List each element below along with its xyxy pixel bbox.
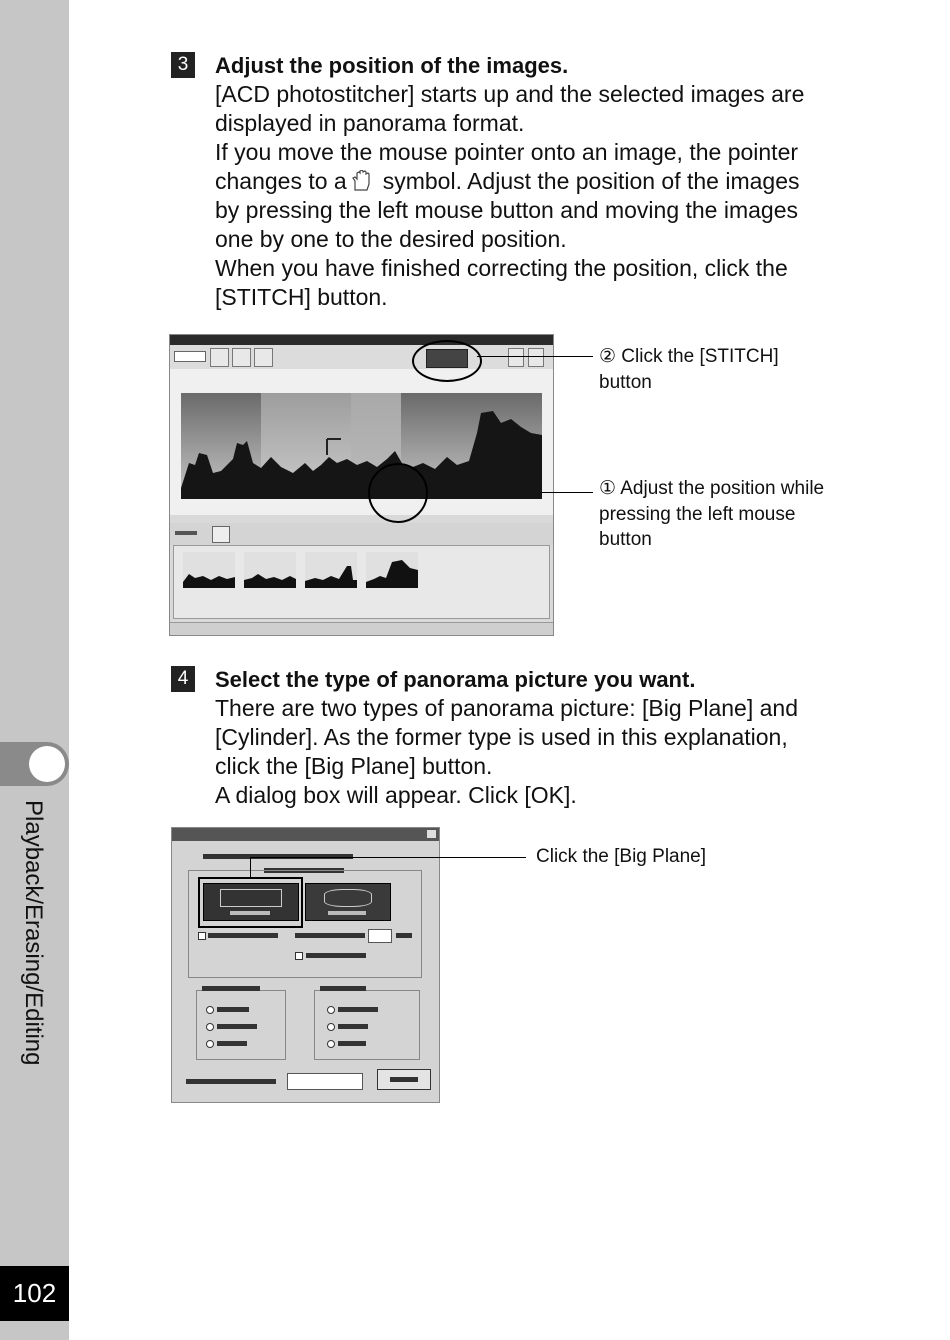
callout-line — [251, 857, 526, 858]
image-list-header — [170, 523, 553, 545]
dialog-text — [306, 953, 366, 958]
sidebar-tab — [0, 0, 69, 1340]
window-titlebar — [170, 335, 553, 345]
stitch-dialog-screenshot — [171, 827, 440, 1103]
add-image-icon — [212, 526, 230, 543]
step-body — [215, 51, 825, 312]
zoom-icon — [254, 348, 273, 367]
callout-stitch: ② Click the [STITCH] button — [599, 346, 779, 393]
callout-line — [250, 857, 251, 878]
dialog-text — [217, 1041, 247, 1046]
thumbnail-strip — [173, 545, 550, 619]
callout-line — [540, 492, 593, 493]
step-number: 4 — [171, 666, 195, 692]
section-label: Playback/Erasing/Editing — [20, 800, 47, 1066]
cancel-button — [377, 1069, 431, 1090]
toolbar-field — [174, 351, 206, 362]
radio — [206, 1040, 214, 1048]
dialog-titlebar — [172, 828, 439, 841]
callout-adjust: ① Adjust the position while pressing the left mouse button — [599, 478, 825, 550]
step-text: If you move the mouse pointer onto an image, the pointer changes to a symbol. Adjust the position of the images by pressing the left mouse button and moving the images one by one to the desired position. — [215, 139, 800, 252]
step-text: [ACD photostitcher] starts up and the selected images are displayed in panorama format. — [215, 81, 805, 136]
thumbnail — [244, 552, 296, 588]
step-title: Adjust the position of the images. — [215, 53, 569, 78]
toolbar-icon — [528, 348, 544, 367]
step-title: Select the type of panorama picture you want. — [215, 667, 696, 692]
dialog-text — [217, 1007, 249, 1012]
callout-line — [477, 356, 593, 357]
panorama-image — [181, 393, 542, 499]
photostitcher-screenshot — [169, 334, 554, 636]
dialog-text — [338, 1007, 378, 1012]
dialog-text — [186, 1079, 276, 1084]
dialog-text — [208, 933, 278, 938]
zoom-out-icon — [232, 348, 251, 367]
label-text — [175, 531, 197, 535]
highlight-circle — [368, 463, 428, 523]
dialog-text — [338, 1024, 368, 1029]
highlight-circle — [412, 340, 482, 382]
step-number: 3 — [171, 52, 195, 78]
zoom-in-icon — [210, 348, 229, 367]
dialog-text — [320, 986, 366, 991]
page-number: 102 — [0, 1266, 69, 1321]
dialog-text — [202, 986, 260, 991]
thumbnail — [305, 552, 357, 588]
step-text: A dialog box will appear. Click [OK]. — [215, 782, 577, 808]
thumbnail — [183, 552, 235, 588]
cylinder-button — [305, 883, 391, 921]
radio — [327, 1006, 335, 1014]
step-text: When you have finished correcting the position, click the [STITCH] button. — [215, 255, 788, 310]
toolbar-icon — [508, 348, 524, 367]
radio — [327, 1023, 335, 1031]
dialog-text — [338, 1041, 366, 1046]
status-bar — [170, 622, 553, 635]
dialog-text — [396, 933, 412, 938]
focal-length-field — [368, 929, 392, 943]
radio — [206, 1006, 214, 1014]
section-marker — [0, 742, 69, 786]
dialog-text — [295, 933, 365, 938]
hand-pointer-icon — [349, 170, 375, 192]
background-color-select — [287, 1073, 363, 1090]
checkbox — [295, 952, 303, 960]
toolbar — [170, 345, 553, 370]
dialog-text — [217, 1024, 257, 1029]
callout-big-plane: Click the [Big Plane] — [536, 846, 707, 867]
radio — [206, 1023, 214, 1031]
thumbnail — [366, 552, 418, 588]
radio — [327, 1040, 335, 1048]
step-text: There are two types of panorama picture: [Big Plane] and [Cylinder]. As the former type is used in this explanation, click the [Big Plane] button. — [215, 695, 798, 779]
close-icon — [427, 830, 436, 838]
checkbox — [198, 932, 206, 940]
step-body — [215, 665, 825, 810]
highlight-box — [198, 877, 303, 928]
